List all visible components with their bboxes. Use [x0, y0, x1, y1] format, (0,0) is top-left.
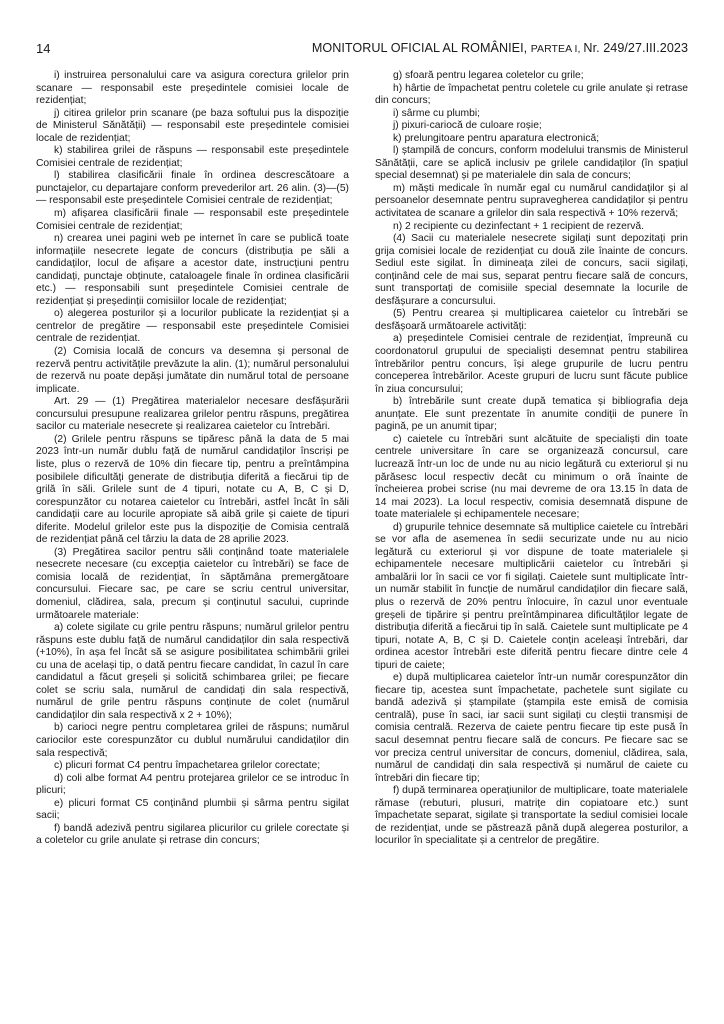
journal-name: MONITORUL OFICIAL AL ROMÂNIEI,	[311, 41, 531, 55]
paragraph: j) citirea grilelor prin scanare (pe baza softului pus la dispoziție de Ministerul Sănătății) — responsabil este președintele comisiei locale de rezidențiat;	[36, 107, 349, 144]
paragraph: l) ștampilă de concurs, conform modelului transmis de Ministerul Sănătății, care se aplică inclusiv pe grilele candidaților (în spațiul special desemnat) și pe materialele din sala de concurs;	[375, 145, 688, 182]
paragraph: k) prelungitoare pentru aparatura electronică;	[393, 132, 600, 144]
paragraph: g) sfoară pentru legarea coletelor cu grile;	[393, 70, 584, 81]
paragraph: e) plicuri format C5 conținând plumbii și sârma pentru sigilat sacii;	[36, 797, 349, 822]
page-number: 14	[36, 41, 51, 56]
paragraph: a) președintele Comisiei centrale de rezidențiat, împreună cu coordonatorul grupului de specialiști desemnat pentru stabilirea întrebărilor pentru concurs, își alege grupurile de lucru pentru conceperea întrebărilor. Aceste grupuri de lucru sunt făcute publice în ziua concursului;	[375, 333, 688, 395]
paragraph: l) stabilirea clasificării finale în ordinea descrescătoare a punctajelor, cu departajare conform prevederilor art. 26 alin. (3)—(5) — responsabil este președintele Comisiei centrale de rezidențiat;	[36, 170, 349, 207]
paragraph: n) crearea unei pagini web pe internet în care se publică toate informațiile nesecrete legate de concurs (distribuția pe săli a candidaților, locul de afișare a acestor date, instrucțiuni pentru candidați, punctaje obținute, cataloagele finale în ordinea clasificării etc.) — responsabili sunt președintele Comisiei centrale de rezidențiat și președinții comisiilor locale de rezidențiat;	[36, 233, 349, 307]
paragraph: b) întrebările sunt create după tematica și bibliografia deja anunțate. Ele sunt prezentate în anumite condiții de punere în pagină, pe un anumit tipar;	[375, 396, 688, 433]
paragraph: a) colete sigilate cu grile pentru răspuns; numărul grilelor pentru răspuns este dublu față de numărul candidaților din sala respectivă (+10%), în așa fel încât să se asigure posibilitatea schimbării grilei cu una de același tip, o dată pentru fiecare candidat, în cazul în care candidatul a făcut greșeli și solicită schimbarea grilei; pe fiecare colet se scriu sala, numărul de candidați din sala respectivă, numărul de grile pentru răspuns conținute de colet (numărul candidaților din sala respectivă x 2 + 10%);	[36, 622, 349, 721]
paragraph: e) după multiplicarea caietelor într-un număr corespunzător din fiecare tip, acestea sunt împachetate, pachetele sunt sigilate cu bandă adezivă și ștampilate (ștampila este emisă de comisia centrală), puse în saci, iar sacii sunt sigilați cu cleștii transmiși de comisia centrală. Rezerva de caiete pentru fiecare tip este pusă în sacul desemnat pentru fiecare sală de concurs. Pe fiecare sac se vor preciza centrul universitar de concurs, domeniul, clădirea, sala, numărul de candidați din sala respectivă și numărul de caiete cu întrebări din fiecare tip;	[375, 672, 688, 784]
paragraph: i) instruirea personalului care va asigura corectura grilelor prin scanare — responsabil este președintele comisiei locale de rezidențiat;	[36, 70, 349, 107]
paragraph: h) hârtie de împachetat pentru coletele cu grile anulate și retrase din concurs;	[375, 82, 688, 107]
left-column	[36, 70, 349, 1015]
paragraph: (4) Sacii cu materialele nesecrete sigilați sunt depozitați prin grija comisiei locale de rezidențiat cu două zile înainte de concurs. Sediul este sigilat. În dimineața zilei de concurs, sacii sigilați, conținând cele de mai sus, separat pentru fiecare sală de concurs, sunt transportați de comisiile special desemnate la locurile de desfășurare a concursului.	[375, 233, 688, 307]
paragraph: m) afișarea clasificării finale — responsabil este președintele Comisiei centrale de rezidențiat;	[36, 208, 349, 232]
paragraph: Art. 29 — (1) Pregătirea materialelor necesare desfășurării concursului presupune realizarea grilelor pentru răspuns, pregătirea sacilor cu materiale nesecrete și realizarea caietelor cu întrebări.	[36, 396, 349, 433]
paragraph: c) plicuri format C4 pentru împachetarea grilelor corectate;	[54, 760, 321, 772]
paragraph: f) după terminarea operațiunilor de multiplicare, toate materialele rămase (rebuturi, plusuri, matrițe din copiatoare etc.) sunt împachetate separat, sigilate și transportate la sediul comisiei locale de rezidențiat, unde se păstrează până după alegerea posturilor, a locurilor în specialitate și a centrelor de pregătire.	[375, 785, 688, 847]
paragraph: d) coli albe format A4 pentru protejarea grilelor ce se introduc în plicuri;	[36, 772, 349, 797]
paragraph: f) bandă adezivă pentru sigilarea plicurilor cu grilele corectate și a coletelor cu grile anulate și retrase din concurs;	[36, 822, 349, 847]
paragraph: (5) Pentru crearea și multiplicarea caietelor cu întrebări se desfășoară următoarele activități:	[375, 308, 688, 332]
right-column	[375, 70, 688, 1015]
journal-issue: Nr. 249/27.III.2023	[583, 41, 688, 55]
paragraph: (2) Comisia locală de concurs va desemna și personal de rezervă pentru activitățile prevăzute la alin. (1); numărul personalului de rezervă nu poate depăși jumătate din numărul total de persoane implicate.	[36, 346, 349, 395]
paragraph: j) pixuri-cariocă de culoare roșie;	[393, 120, 542, 132]
paragraph: k) stabilirea grilei de răspuns — responsabil este președintele Comisiei centrale de rezidențiat;	[36, 145, 349, 169]
paragraph: d) grupurile tehnice desemnate să multiplice caietele cu întrebări se vor afla de asemenea în sedii securizate unde nu au nicio legătură cu exteriorul și vor dispune de toate materialele și echipamentele necesare multiplicării caietelor cu întrebări și ambalării lor în sacii ce vor fi sigilați. Caietele sunt multiplicate într-un număr stabilit în funcție de numărul candidaților din fiecare sală, plus o rezervă de 20% pentru înlocuire, în cazul unor eventuale greșeli de tipărire și pentru preîntâmpinarea dificultăților legate de distribuția diferită a fiecărui tip în sală. Caietele sunt multiplicate pe 4 tipuri, notate A, B, C și D. Caietele conțin aceleași întrebări, dar ordinea acestor întrebări este diferită pentru fiecare dintre cele 4 tipuri de caiete;	[375, 521, 688, 671]
page-header	[36, 41, 688, 59]
paragraph: c) caietele cu întrebări sunt alcătuite de specialiști din toate centrele universitare în care se organizează concursul, care lucrează într-un loc de unde nu au nicio legătură cu exteriorul și nu părăsesc locul respectiv decât cu minimum o oră înainte de încheierea probei scrise (nu mai devreme de ora 13.15 în data de 14 mai 2023). La locul respectiv, comisia desemnată dispune de toate materialele și echipamentele necesare;	[375, 433, 688, 521]
journal-part: PARTEA I,	[530, 43, 584, 55]
paragraph: o) alegerea posturilor și a locurilor publicate la rezidențiat și a centrelor de pregătire — responsabil este președintele Comisiei centrale de rezidențiat.	[36, 308, 349, 345]
body-columns	[36, 70, 688, 1015]
paragraph: m) măști medicale în număr egal cu numărul candidaților și al persoanelor desemnate pentru supravegherea candidaților și pentru activitatea de scanare a grilelor din sala respectivă + 10% rezervă;	[375, 182, 688, 220]
journal-title	[312, 41, 688, 55]
paragraph: i) sârme cu plumbi;	[393, 107, 480, 119]
paragraph: b) carioci negre pentru completarea grilei de răspuns; numărul cariocilor este corespunzător cu dublul numărului candidaților din sala respectivă;	[36, 722, 349, 759]
paragraph: (2) Grilele pentru răspuns se tipăresc până la data de 5 mai 2023 într-un număr dublu față de numărul candidaților înscriși pe liste, plus o rezervă de 10% din fiecare tip, pentru a preîntâmpina posibilele dificultăți generate de distribuția diferită a fiecărui tip de grilă în săli. Grilele sunt de 4 tipuri, notate cu A, B, C și D, corespunzător cu notarea caietelor cu întrebări, astfel încât în săli candidații care au locurile apropiate să aibă grile și caiete de tipuri diferite. Modelul grilelor este pus la dispoziție de Comisia centrală de rezidențiat până cel târziu la data de 28 aprilie 2023.	[36, 433, 349, 546]
paragraph: n) 2 recipiente cu dezinfectant + 1 recipient de rezervă.	[393, 220, 644, 232]
paragraph: (3) Pregătirea sacilor pentru săli conținând toate materialele nesecrete necesare (cu excepția caietelor cu întrebări) se face de comisia locală de rezidențiat, în săptămâna premergătoare concursului. Fiecare sac, pe care se scriu centrul universitar, domeniul, clădirea, sala, precum și conținutul sacului, cuprinde următoarele materiale:	[36, 546, 349, 621]
